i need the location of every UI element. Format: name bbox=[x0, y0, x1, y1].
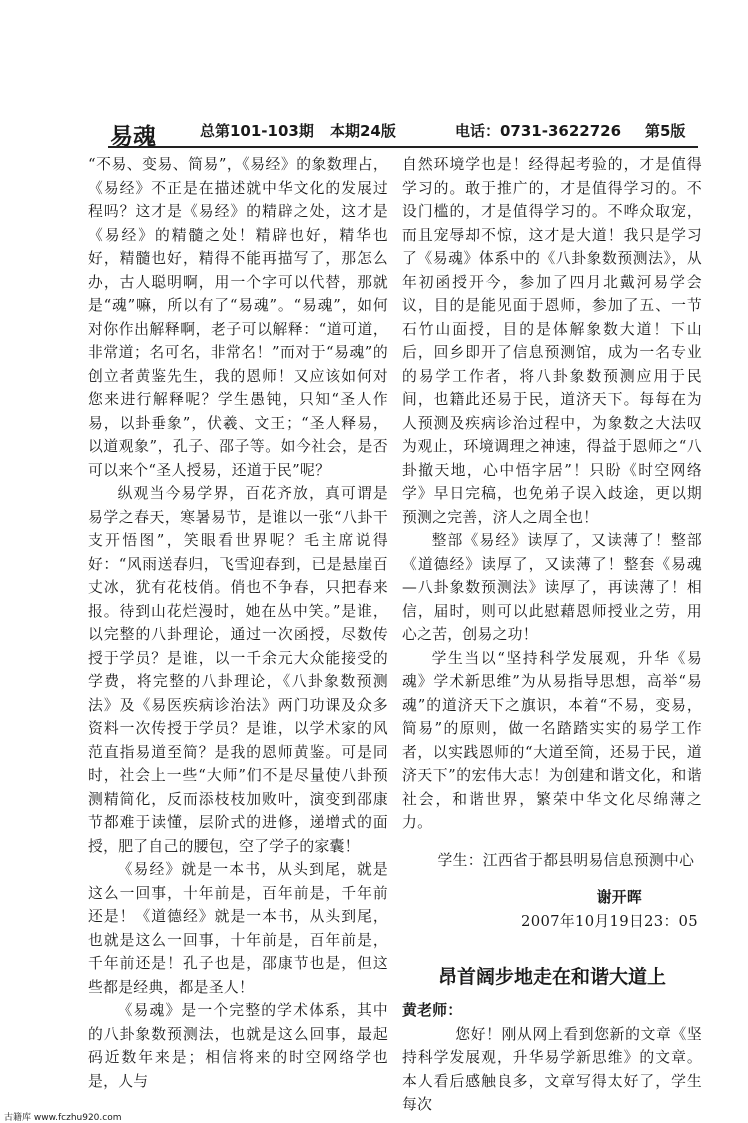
paragraph: “不易、变易、简易”，《易经》的象数理占，《易经》不正是在描述就中华文化的发展过程吗？这才是《易经》的精辟之处，这才是《易经》的精髓之处！精辟也好，精华也好，精髓也好，精得不能再描写了，那怎么办，古人聪明啊，用一个字可以代替，那就是“魂”嘛，所以有了“易魂”。“易魂”，如何对你作出解释啊，老子可以解释：“道可道，非常道；名可名，非常名！”而对于“易魂”的创立者黄鉴先生，我的恩师！又应该如何对您来进行解释呢？学生愚钝，只知“圣人作易，以卦垂象”，伏羲、文王；“圣人释易，以道观象”，孔子、邵子等。如今社会，是否可以来个“圣人授易，还道于民”呢？ bbox=[88, 156, 388, 479]
page-number: 第5版 bbox=[645, 122, 686, 140]
page-header bbox=[105, 120, 705, 150]
paragraph: 自然环境学也是！经得起考验的，才是值得学习的。敢于推广的，才是值得学习的。不设门槛的，才是值得学习的。不哗众取宠，而且宠辱却不惊，这才是大道！我只是学习了《易魂》体系中的《八卦象数预测法》，从年初函授开今，参加了四月北戴河易学会议，目的是能见面于恩师，参加了五、一节石竹山面授，目的是体解象数大道！下山后，回乡即开了信息预测馆，成为一名专业的易学工作者，将八卦象数预测应用于民间，也籍此还易于民，道济天下。每每在为人预测及疾病诊治过程中，为象数之大法叹为观止，环境调理之神速，得益于恩师之“八卦撤天地，心中悟字居”！只盼《时空网络学》早日完稿，也免弟子误入歧途，更以期预测之完善，济人之周全也！ bbox=[402, 156, 702, 526]
masthead-logo: 易魂 bbox=[110, 123, 156, 150]
right-column bbox=[402, 153, 702, 1117]
signature-name: 谢开晖 bbox=[596, 889, 642, 906]
header-rule bbox=[108, 146, 698, 148]
issue-range: 总第101-103期 bbox=[200, 122, 314, 140]
left-column bbox=[88, 153, 388, 1093]
letter-body: 您好！刚从网上看到您新的文章《坚持科学发展观，升华易学新思维》的文章。本人看后感触良多，文章写得太好了，学生每次 bbox=[402, 1025, 702, 1113]
paragraph: 整部《易经》读厚了，又读薄了！整部《道德经》读厚了，又读薄了！整套《易魂—八卦象数预测法》读厚了，再读薄了！相信，届时，则可以此慰藉恩师授业之劳，用心之苦，创易之功！ bbox=[402, 532, 702, 643]
paragraph: 《易魂》是一个完整的学术体系，其中的八卦象数预测法，也就是这么回事，最起码近数年来是；相信将来的时空网络学也是，人与 bbox=[88, 1002, 388, 1090]
signature-school: 学生：江西省于都县明易信息预测中心 bbox=[437, 851, 695, 869]
paragraph: 纵观当今易学界，百花齐放，真可谓是易学之春天，寒暑易节，是谁以一张“八卦干支开悟图”，笑眼看世界呢？毛主席说得好：“风雨送春归，飞雪迎春到，已是悬崖百丈冰，犹有花枝俏。俏也不争春，只把春来报。待到山花烂漫时，她在丛中笑。”是谁，以完整的八卦理论，通过一次函授，尽数传授于学员？是谁，以一千余元大众能接受的学费，将完整的八卦理论，《八卦象数预测法》及《易医疾病诊治法》两门功课及众多资料一次传授于学员？是谁，以学术家的风范直指易道至简？是我的恩师黄鉴。可是同时，社会上一些“大师”们不是尽量使八卦预测精简化，反而添枝枝加败叶，演变到邵康节都难于读懂，层阶式的进修，递增式的面授，肥了自己的腰包，空了学子的家囊！ bbox=[88, 485, 388, 855]
paragraph: 学生当以“坚持科学发展观，升华《易魂》学术新思维”为从易指导思想，高举“易魂”的道济天下之旗识，本着“不易，变易，简易”的原则，做一名踏踏实实的易学工作者，以实践恩师的“大道至简，还易于民，道济天下”的宏伟大志！为创建和谐文化，和谐社会，和谐世界，繁荣中华文化尽绵薄之力。 bbox=[402, 649, 702, 831]
signature-date: 2007年10月19日23：05 bbox=[521, 912, 698, 930]
paragraph: 《易经》就是一本书，从头到尾，就是这么一回事，十年前是，百年前是，千年前还是！《道德经》就是一本书，从头到尾，也就是这么一回事，十年前是，百年前是，千年前还是！孔子也是，邵康节也是，但这些都是经典，都是圣人！ bbox=[88, 861, 388, 996]
footer-watermark: 古籍库 www.fczhu920.com bbox=[4, 1113, 122, 1123]
article-title: 昂首阔步地走在和谐大道上 bbox=[437, 966, 666, 988]
issue-pages: 本期24版 bbox=[330, 122, 396, 140]
salutation: 黄老师： bbox=[402, 1002, 463, 1019]
phone-number: 电话：0731-3622726 bbox=[455, 122, 622, 140]
